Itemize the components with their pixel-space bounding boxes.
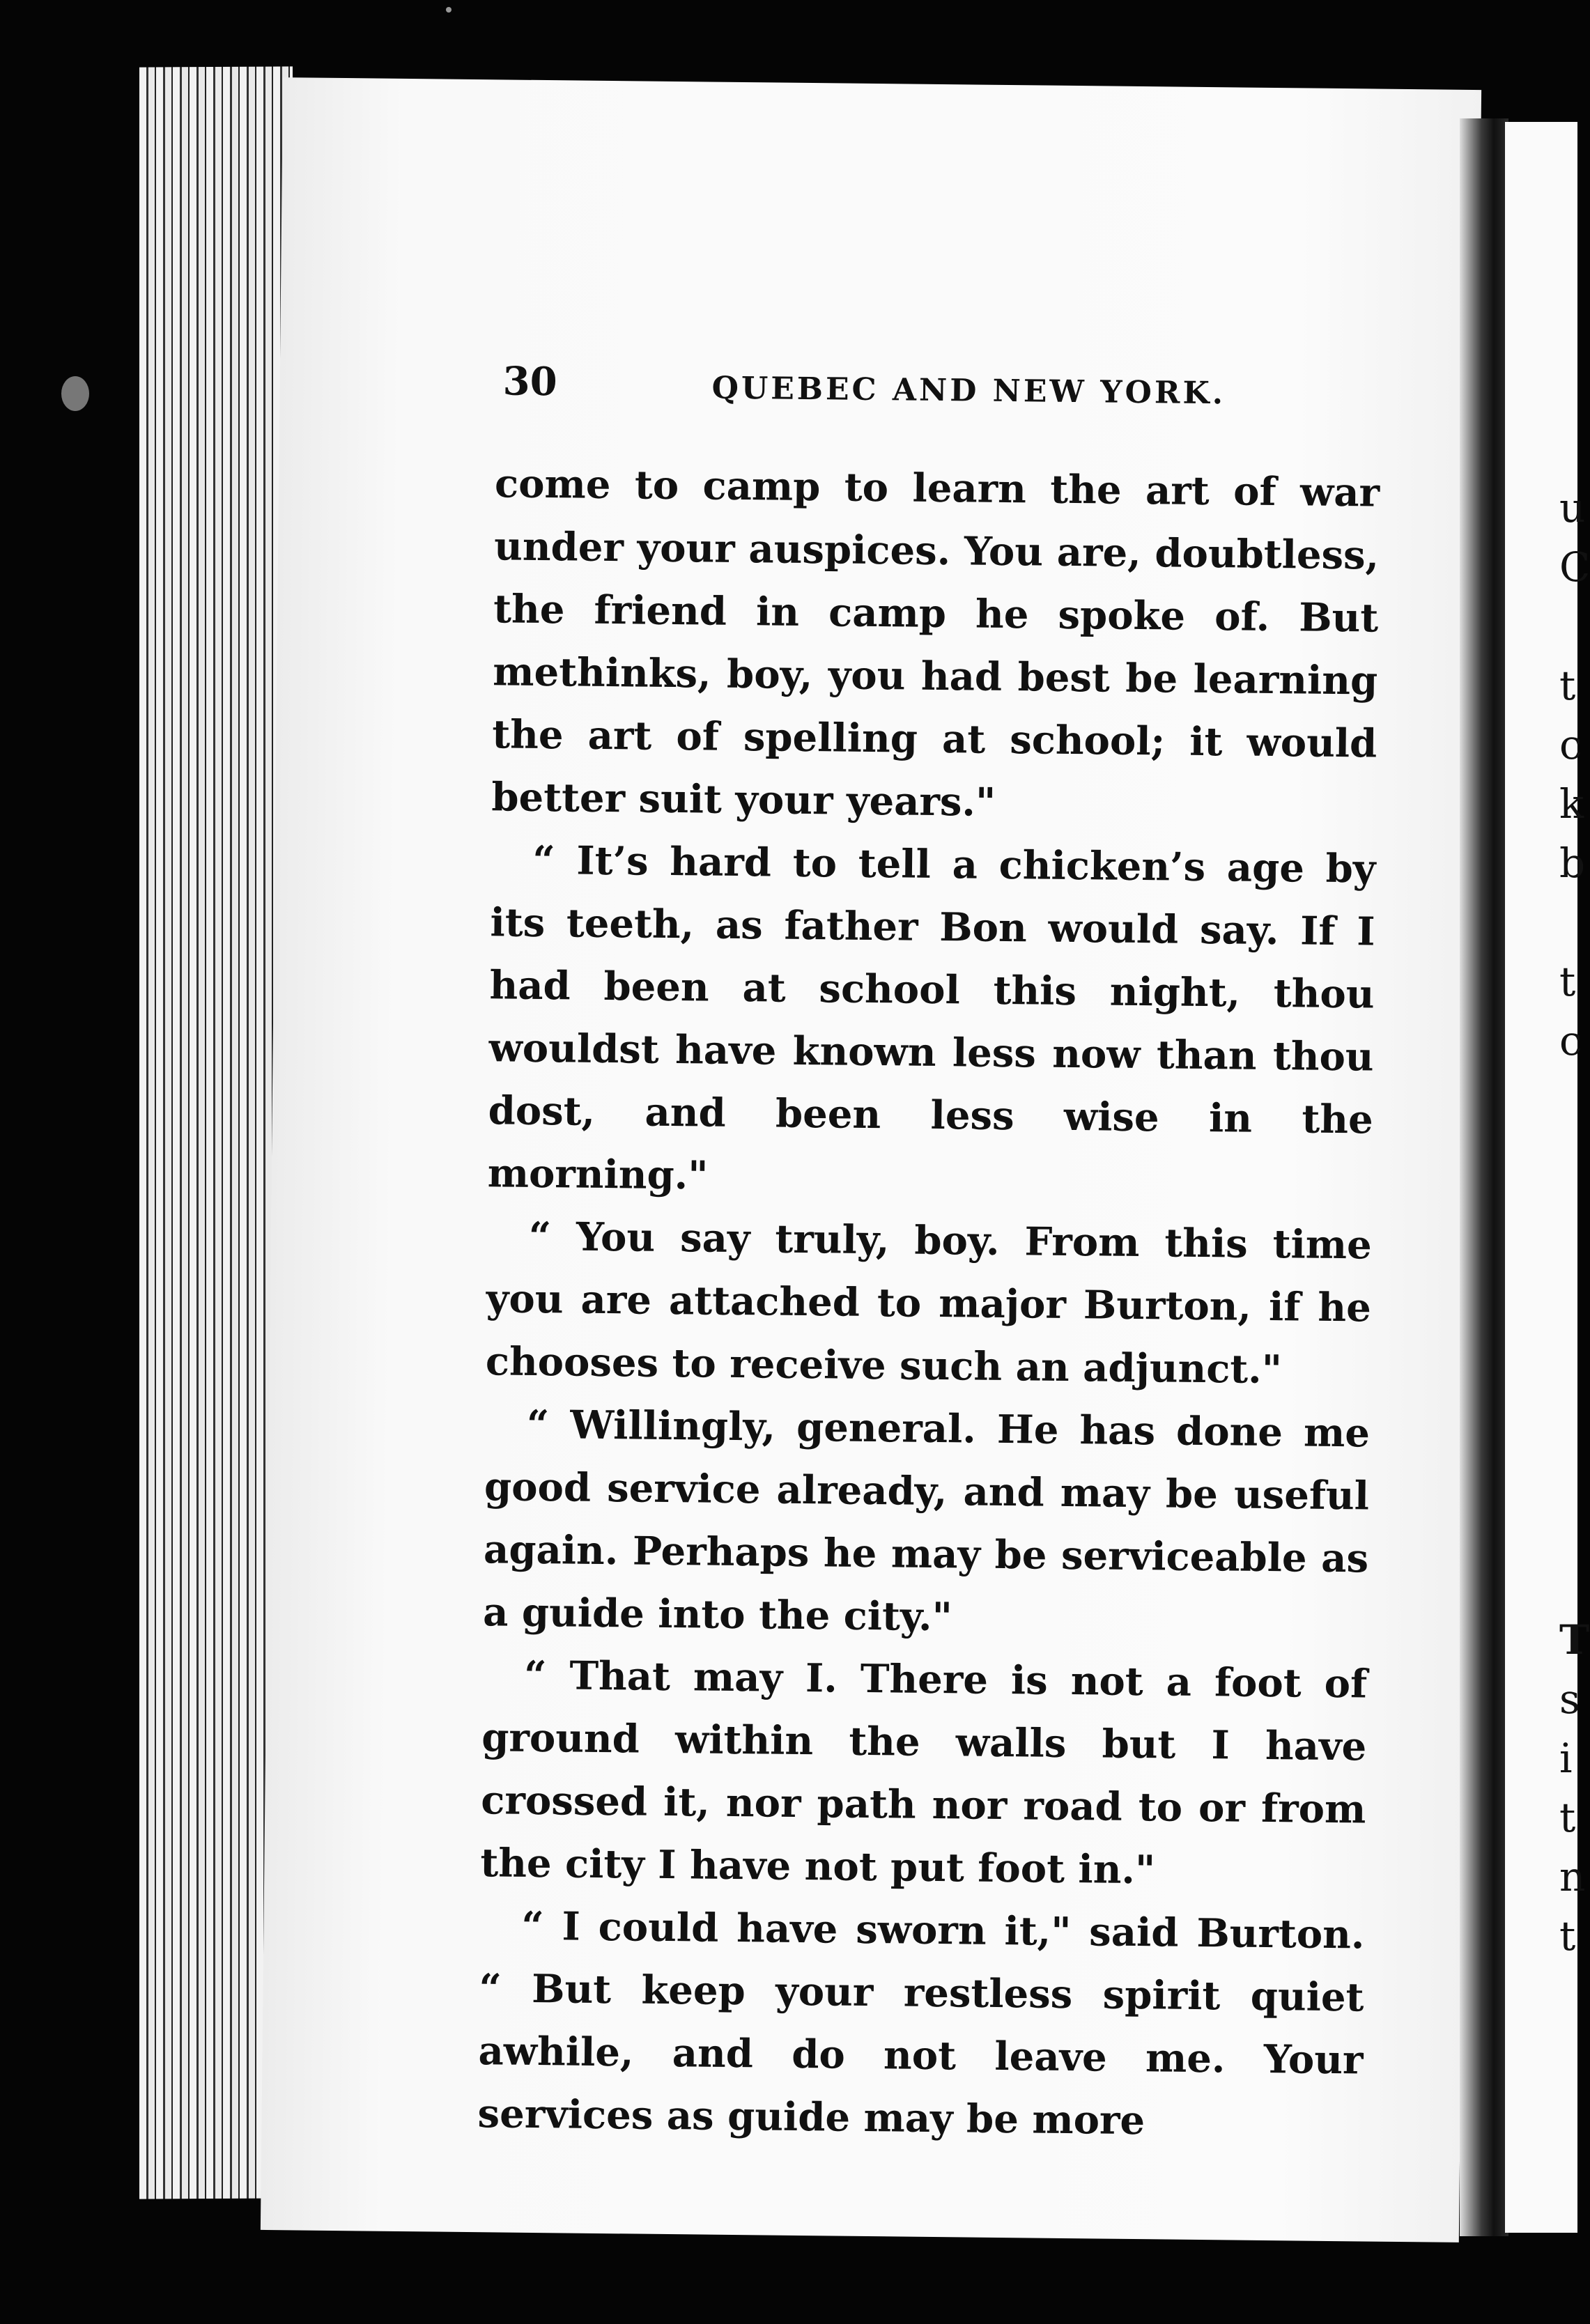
facing-page-letter: i — [1559, 1735, 1573, 1782]
page-number: 30 — [502, 358, 557, 405]
facing-page-letter: t — [1559, 958, 1576, 1005]
facing-page-letter: t — [1559, 1794, 1576, 1841]
paragraph: come to camp to learn the art of war under your auspices. You are, doubtless, the friend in camp he spoke of. But methinks, boy, you had best be learning the art of spelling at school; it would better suit your years." — [491, 460, 1380, 826]
book-page — [261, 77, 1481, 2242]
book-gutter — [1460, 118, 1508, 2236]
page-header — [502, 358, 1451, 431]
facing-page-letter: c — [1559, 721, 1582, 768]
facing-page-letter: s — [1559, 1675, 1580, 1723]
paragraph: “ I could have sworn it," said Burton. “ But keep your restless spirit quiet awhile, and do not leave me. Your services as guide may be more — [477, 1903, 1365, 2144]
scan-speck — [61, 376, 89, 411]
facing-page-letter: c — [1559, 1017, 1582, 1064]
facing-page-letter: u — [1559, 484, 1586, 532]
paragraph: “ Willingly, general. He has done me good service already, and may be useful again. Perhaps he may be serviceable as a guide into the city." — [482, 1401, 1371, 1641]
paragraph: “ You say truly, boy. From this time you are attached to major Burton, if he chooses to receive such an adjunct." — [485, 1213, 1373, 1393]
scan-speck — [446, 7, 451, 13]
paragraph: “ That may I. There is not a foot of ground within the walls but I have crossed it, nor path nor road to or from the city I have not put foot in." — [480, 1652, 1368, 1893]
body-text — [477, 452, 1380, 2154]
facing-page-edge — [1505, 122, 1590, 2233]
paragraph: “ It’s hard to tell a chicken’s age by its teeth, as father Bon would say. If I had been at school this night, thou wouldst have known less now than thou dost, and been less wise in the morning." — [487, 837, 1376, 1199]
facing-page-letter: T — [1559, 1616, 1590, 1664]
running-title: QUEBEC AND NEW YORK. — [711, 370, 1226, 412]
facing-page-letter: k — [1559, 780, 1584, 828]
facing-page-letter: t — [1559, 662, 1576, 709]
facing-page-letter: n — [1559, 1853, 1586, 1900]
facing-page-letter: b — [1559, 839, 1586, 887]
facing-page-letter: C — [1559, 543, 1590, 591]
facing-page-letter: t — [1559, 1912, 1576, 1960]
